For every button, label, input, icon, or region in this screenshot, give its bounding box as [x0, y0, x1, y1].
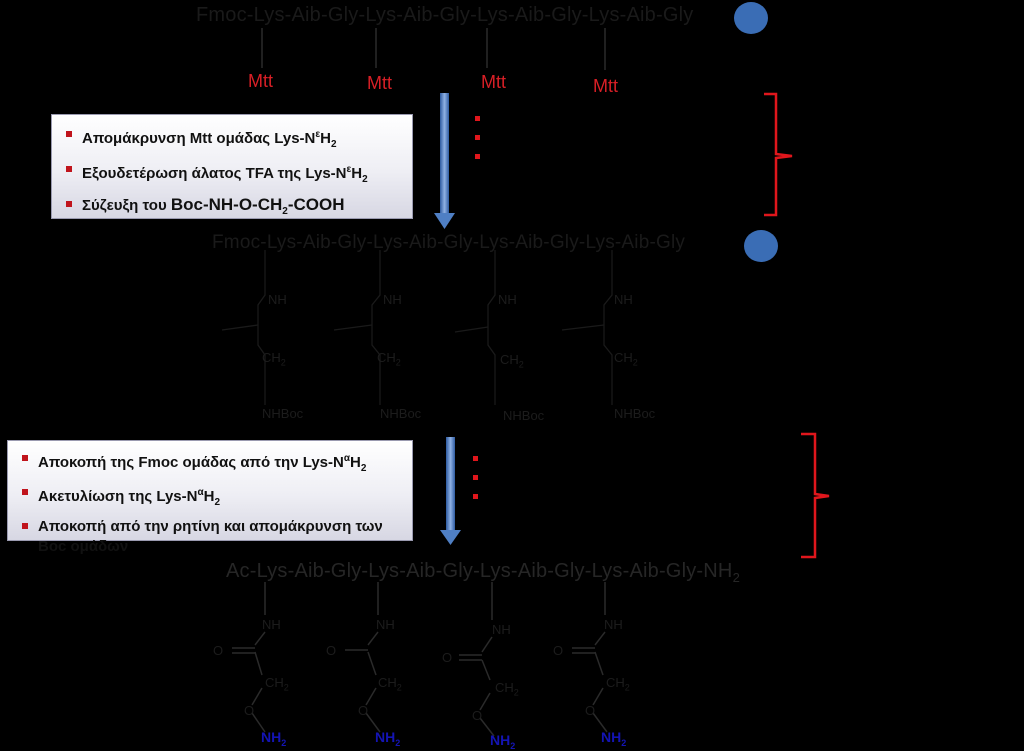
middle-nhboc-label: NHBoc [380, 406, 422, 421]
middle-nh-label: NH [268, 292, 287, 307]
final-o-label: O [244, 703, 255, 718]
step1-item-3: Σύζευξη του Boc-$NH-O-CH_2$-COOH [60, 195, 404, 222]
middle-ch2-label: $CH_2$ [377, 350, 401, 368]
final-ch2-label: $CH_2$ [378, 675, 402, 693]
step2-item-1: Αποκοπή της Fmoc ομάδας από την Lys-$N^\alpha H_2$ [16, 449, 404, 479]
final-o-label: O [358, 703, 369, 718]
bullet-icon [22, 455, 28, 461]
bullet-icon [22, 489, 28, 495]
middle-ch2-label: $CH_2$ [500, 352, 524, 370]
arrow-down-1 [434, 93, 455, 229]
middle-nhboc-label: NHBoc [503, 408, 545, 423]
top-peptide-sequence: Fmoc-Lys-Aib-Gly-Lys-Aib-Gly-Lys-Aib-Gly-Lys-Aib-Gly [196, 4, 694, 26]
final-ch2-label: $CH_2$ [495, 680, 519, 698]
arrow-down-2 [440, 437, 461, 545]
middle-nhboc-label: NHBoc [262, 406, 304, 421]
amine-nh2-label: $NH_2$ [261, 729, 287, 748]
step2-item-2: Ακετυλίωση της Lys-$N^\alpha H_2$ [16, 483, 404, 513]
final-side-chains [232, 582, 607, 736]
final-nh-label: NH [604, 617, 623, 632]
middle-ch2-label: $CH_2$ [614, 350, 638, 368]
step1-instructions-box [51, 114, 413, 219]
final-nh-label: NH [376, 617, 395, 632]
middle-nh-label: NH [383, 292, 402, 307]
middle-peptide-sequence: Fmoc-Lys-Aib-Gly-Lys-Aib-Gly-Lys-Aib-Gly-Lys-Aib-Gly [212, 232, 686, 253]
middle-nh-label: NH [614, 292, 633, 307]
bullet-icon [66, 201, 72, 207]
middle-ch2-label: $CH_2$ [262, 350, 286, 368]
step1-item-1: Απομάκρυνση Mtt ομάδας Lys-$N^\varepsilon H_2$ [60, 125, 404, 155]
bullet-icon [66, 131, 72, 137]
amine-nh2-label: $NH_2$ [375, 729, 401, 748]
bullet-icon [66, 166, 72, 172]
brace-right-2 [801, 434, 829, 557]
final-o-label: O [553, 643, 564, 658]
final-ch2-label: $CH_2$ [265, 675, 289, 693]
amine-nh2-label: $NH_2$ [601, 729, 627, 748]
mtt-label-2: Mtt [367, 73, 392, 93]
final-ch2-label: $CH_2$ [606, 675, 630, 693]
bullet-icon [22, 523, 28, 529]
final-o-label: O [213, 643, 224, 658]
final-nh-label: NH [262, 617, 281, 632]
final-o-label: O [442, 650, 453, 665]
middle-nhboc-label: NHBoc [614, 406, 656, 421]
final-nh-label: NH [492, 622, 511, 637]
mtt-label-4: Mtt [593, 76, 618, 96]
resin-bead-middle [744, 230, 778, 262]
middle-side-chains [222, 250, 612, 405]
step2-item-3: Αποκοπή από την ρητίνη και απομάκρυνση των Boc ομάδων [16, 517, 398, 557]
brace-right-1 [764, 94, 792, 215]
middle-nh-label: NH [498, 292, 517, 307]
final-o-label: O [472, 708, 483, 723]
final-o-label: O [585, 703, 596, 718]
step2-instructions-box [7, 440, 413, 555]
final-peptide-sequence: $Ac-Lys-Aib-Gly-Lys-Aib-Gly-Lys-Aib-Gly-Lys-Aib-Gly-NH_2$ [226, 560, 740, 585]
final-o-label: O [326, 643, 337, 658]
mtt-label-3: Mtt [481, 72, 506, 92]
step1-item-2: Εξουδετέρωση άλατος TFA της Lys-$N^\varepsilon H_2$ [60, 160, 404, 190]
mtt-label-1: Mtt [248, 71, 273, 91]
amine-nh2-label: $NH_2$ [490, 732, 516, 751]
